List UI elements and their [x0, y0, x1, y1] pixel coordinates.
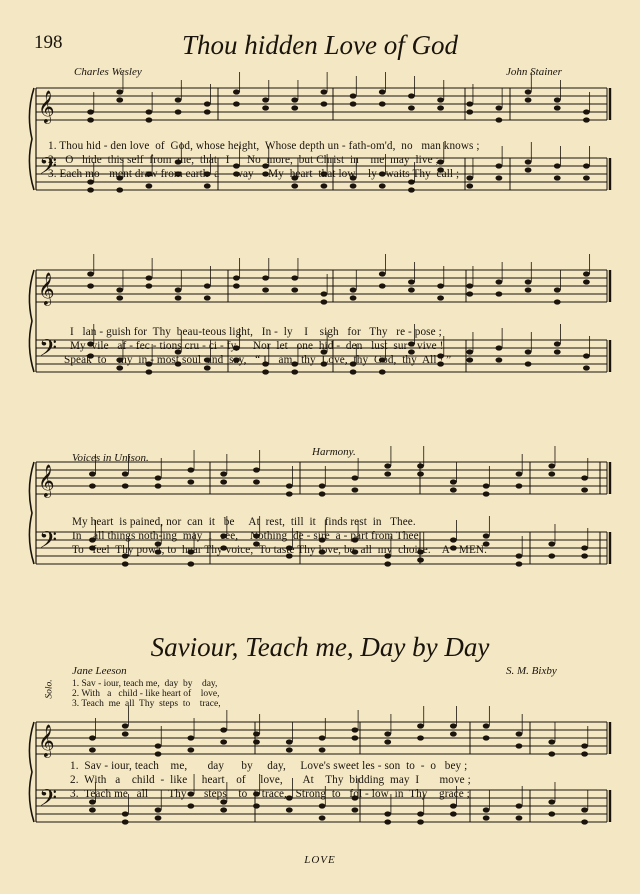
treble-clef-icon: 𝄞 — [38, 464, 55, 497]
system-brace — [29, 462, 34, 564]
solo-label: Solo. — [44, 679, 55, 699]
hymn-title: Thou hidden Love of God — [182, 30, 458, 60]
catchword: LOVE — [304, 854, 336, 866]
composer-credit: S. M. Bixby — [506, 665, 557, 677]
bass-clef-icon: 𝄢 — [39, 526, 58, 559]
treble-clef-icon: 𝄞 — [38, 272, 55, 305]
author-credit: Jane Leeson — [72, 665, 127, 677]
lyrics-verse-1: 1. Sav - iour, teach me, day by day, Love's sweet les - son to - o bey ; — [70, 760, 468, 772]
bass-clef-icon: 𝄢 — [39, 152, 58, 185]
treble-clef-icon: 𝄞 — [38, 724, 55, 757]
treble-clef-icon: 𝄞 — [38, 90, 55, 123]
note-heads — [87, 72, 590, 123]
bass-clef-icon: 𝄢 — [39, 784, 58, 817]
unison-marking: Voices in Unison. — [72, 452, 149, 464]
lyrics-verse-1: 1. Thou hid - den love of God, whose height, Whose depth un - fath-om'd, no man knows ; — [48, 140, 480, 152]
system-brace — [29, 270, 34, 372]
system-brace — [29, 722, 34, 822]
lyrics-verse-2: My vile af - fec - tions cru - ci - fy, Nor let one hid - den lust sur - vive ! — [70, 340, 444, 352]
lyrics-verse-3: To feel Thy pow'r, to hear Thy voice, To taste Thy love, be all my choice. A - MEN. — [72, 544, 487, 556]
solo-lyrics-1: 1. Sav - iour, teach me, day by day, — [72, 679, 218, 689]
lyrics-verse-1: My heart is pained, nor can it be At rest, till it finds rest in Thee. — [72, 516, 416, 528]
harmony-marking: Harmony. — [312, 446, 356, 458]
composer-credit: John Stainer — [506, 66, 562, 78]
note-heads — [87, 254, 590, 305]
bass-clef-icon: 𝄢 — [39, 334, 58, 367]
note-heads — [89, 706, 588, 757]
author-credit: Charles Wesley — [74, 66, 142, 78]
lyrics-verse-2: 2. O hide this self from me, that I No more, but Christ in me may live ; — [48, 154, 439, 166]
treble-staff — [36, 462, 607, 494]
lyrics-verse-3: 3. Each mo - ment draw from earth a - way My heart that low - ly waits Thy call ; — [48, 168, 460, 180]
hymn-title: Saviour, Teach me, Day by Day — [150, 632, 490, 662]
lyrics-verse-3: Speak to my in - most soul and say, “ I am thy Love, thy God, thy All ! ” — [64, 354, 452, 366]
solo-lyrics-3: 3. Teach me all Thy steps to trace, — [72, 699, 221, 709]
lyrics-verse-3: 3. Teach me all Thy steps to trace, Strong to fol - low in Thy grace ; — [70, 788, 470, 800]
lyrics-verse-2: In all things noth-ing may I see, Nothing de - sire a - part from Thee. — [72, 530, 422, 542]
lyrics-verse-1: I lan - guish for Thy beau-teous light, In - ly I sigh for Thy re - pose ; — [70, 326, 442, 338]
system-brace — [29, 88, 34, 190]
lyrics-verse-2: 2. With a child - like heart of love, At Thy bidding may I move ; — [70, 774, 471, 786]
page-number: 198 — [34, 32, 63, 53]
solo-lyrics-2: 2. With a child - like heart of love, — [72, 689, 220, 699]
